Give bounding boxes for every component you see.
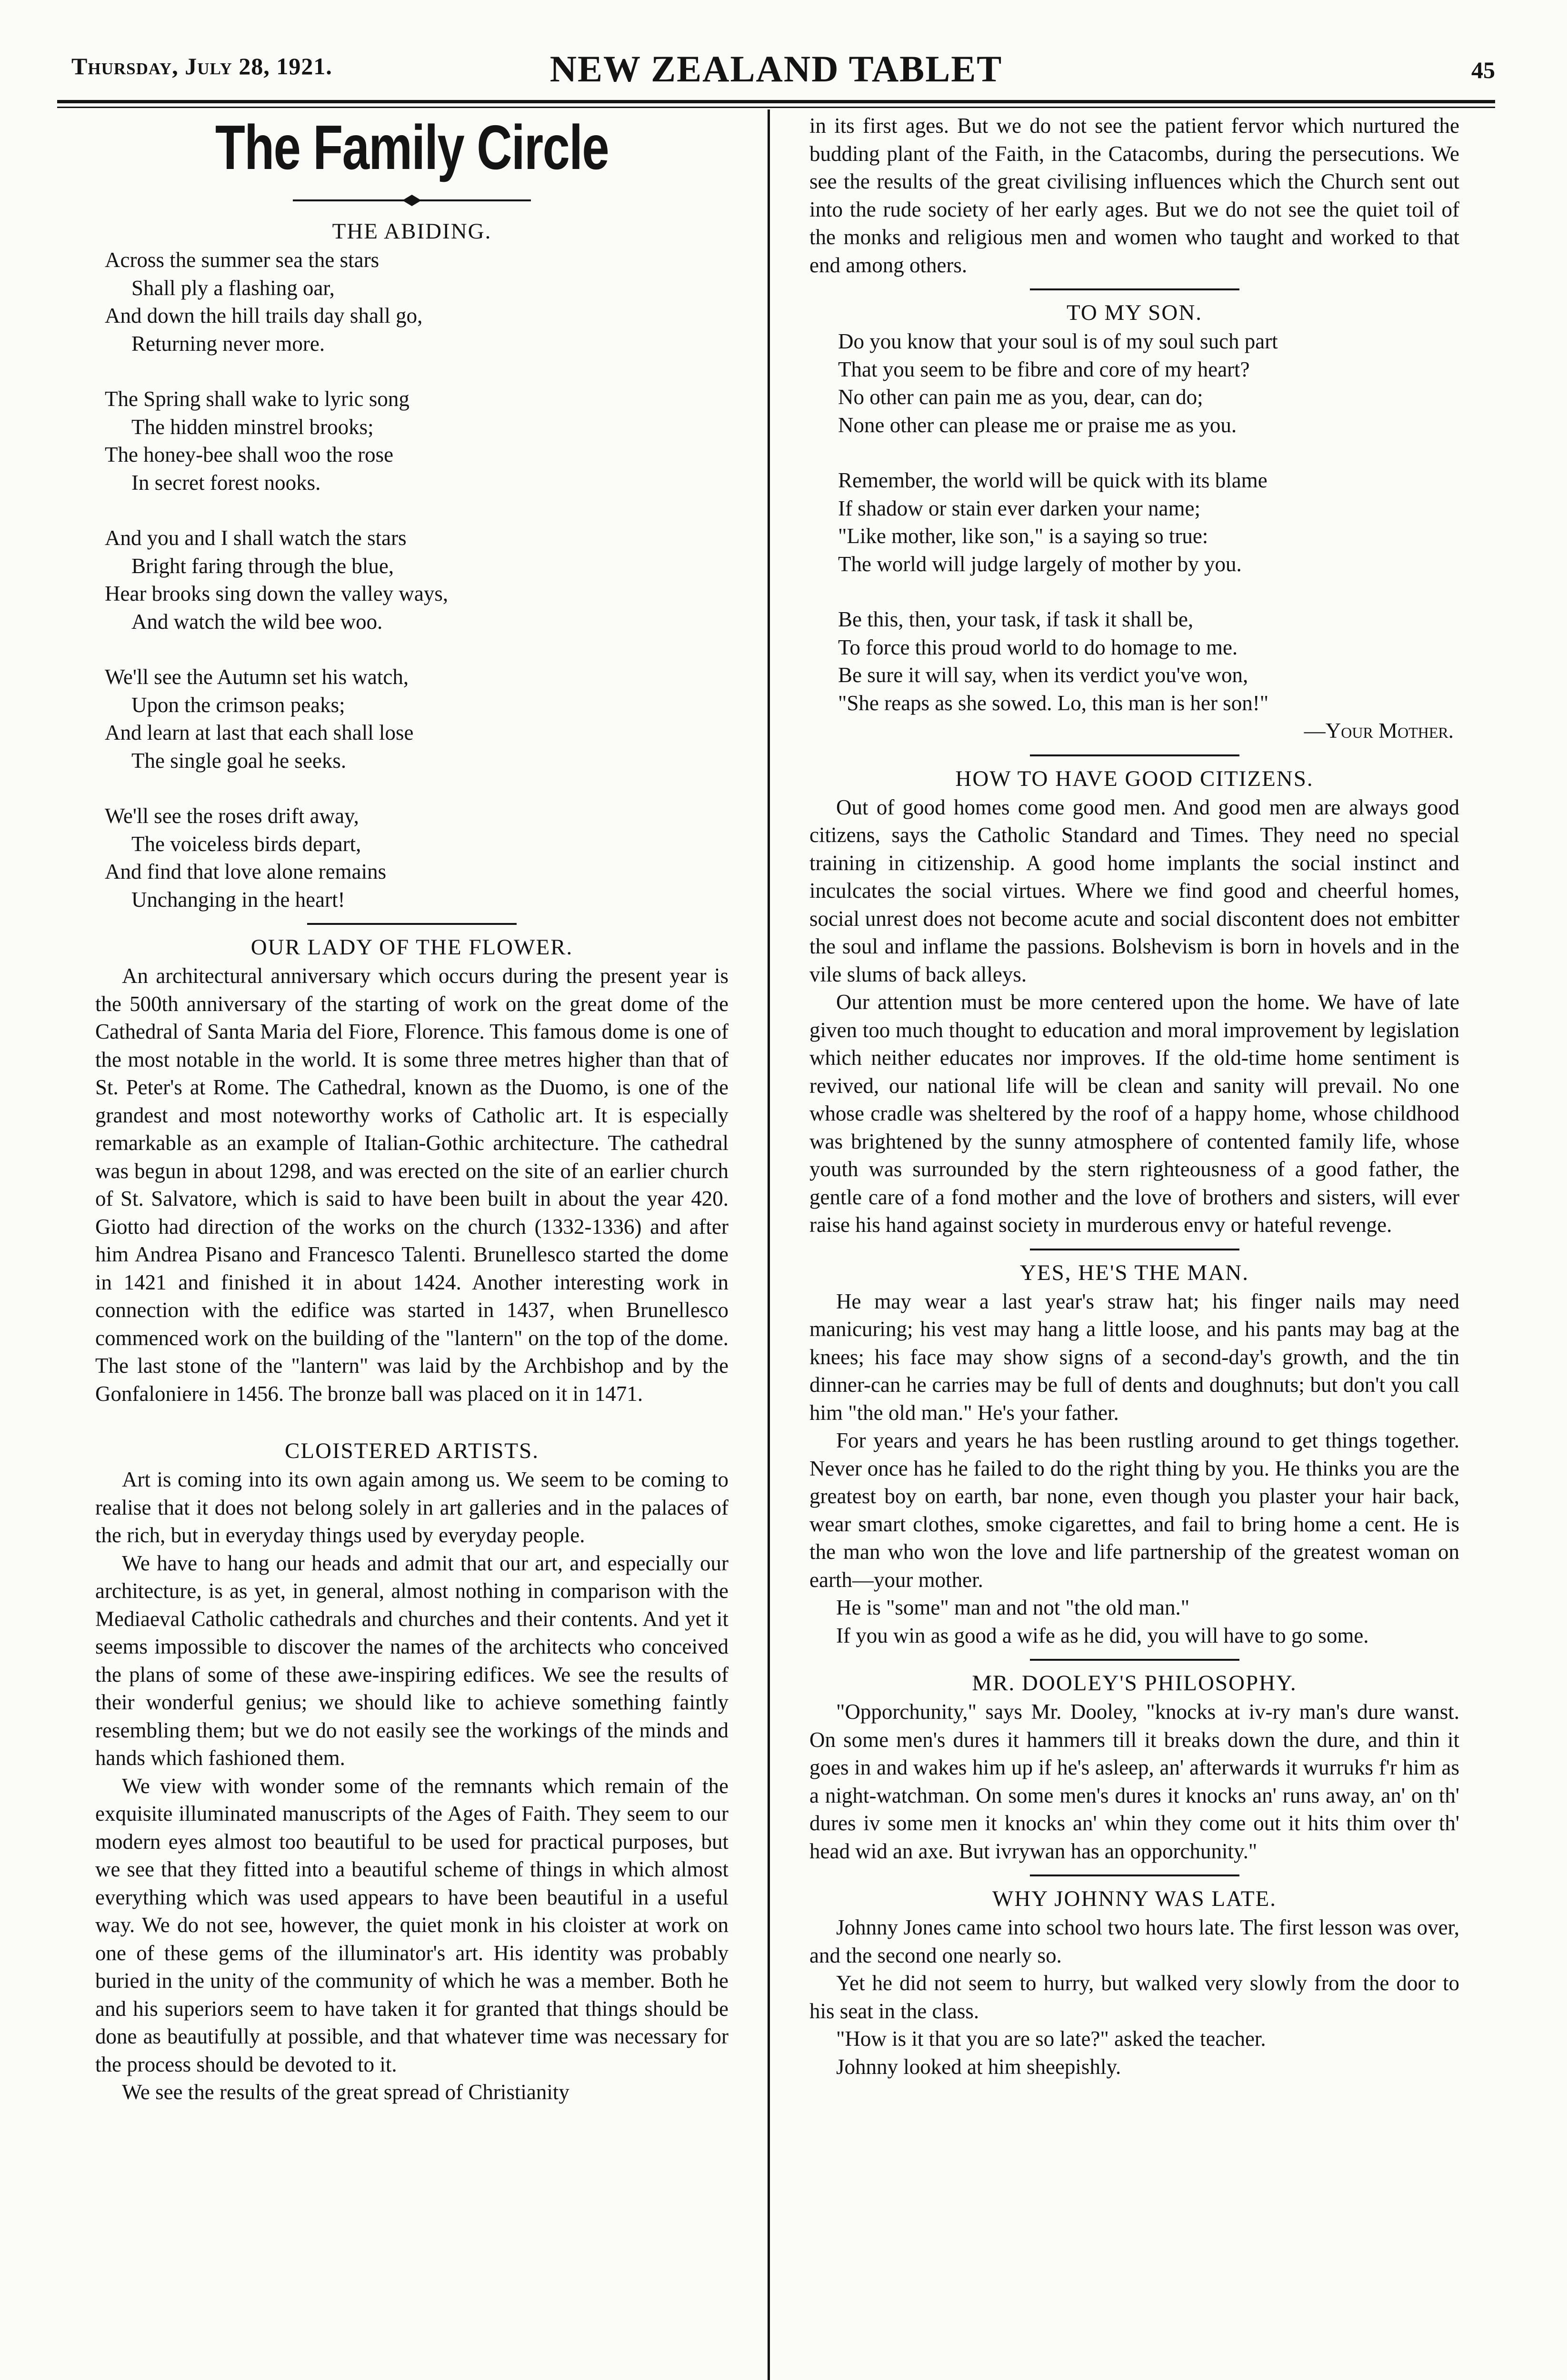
right-column — [809, 112, 1459, 2380]
section-divider — [1030, 754, 1239, 756]
poem-line: Be this, then, your task, if task it shall be, — [838, 607, 1194, 631]
poem-stanza — [838, 466, 1459, 578]
section-divider — [1030, 1874, 1239, 1876]
poem-line: We'll see the Autumn set his watch, — [105, 665, 409, 689]
poem-line: Remember, the world will be quick with its blame — [838, 468, 1268, 492]
header-rule-thick — [57, 100, 1495, 103]
article-paragraph: We view with wonder some of the remnants which remain of the exquisite illuminated manuscripts of the Ages of Faith. They seem to our modern eyes almost too beautiful to be used for practical purposes, but we see that they fitted into a beautiful scheme of things in which almost everything which was used appears to have been beautiful in a useful way. We do not see, however, the quiet monk in his cloister at work on one of these gems of the illuminator's art. His identity was probably buried in the unity of the community of which he was a member. Both he and his superiors seem to have taken it for granted that things should be done as beautifully at possible, and that whatever time was necessary for the process should be devoted to it. — [95, 1774, 729, 2076]
article-paragraph: He may wear a last year's straw hat; his finger nails may need manicuring; his vest may hang a little loose, and his pants may bag at the knees; his face may show signs of a second-day's growth, and the tin dinner-can he carries may be full of dents and doughnuts; but don't you call him "the old man." He's your father. — [809, 1289, 1459, 1425]
article-paragraph: For years and years he has been rustling around to get things together. Never once has he failed to do the right thing by you. He thinks you are the greatest boy on earth, bar none, even though you plaster your hair back, wear smart clothes, smoke cigarettes, and fail to bring home a cent. He is the man who won the love and life partnership of the greatest woman on earth—your mother. — [809, 1428, 1459, 1592]
article-the-abiding — [95, 217, 729, 913]
poem — [95, 246, 729, 913]
article-paragraph: We see the results of the great spread of Christianity — [122, 2080, 569, 2104]
poem-line: The Spring shall wake to lyric song — [105, 387, 409, 411]
article-why-johnny-was-late — [809, 1884, 1459, 2081]
poem-line: "Like mother, like son," is a saying so true: — [838, 524, 1208, 548]
publication-title: NEW ZEALAND TABLET — [549, 48, 1003, 89]
poem-line: Hear brooks sing down the valley ways, — [105, 582, 449, 605]
poem-line: Be sure it will say, when its verdict you've won, — [838, 663, 1248, 687]
article-title: OUR LADY OF THE FLOWER. — [250, 935, 573, 960]
article-title: MR. DOOLEY'S PHILOSOPHY. — [972, 1671, 1297, 1696]
poem-line: And learn at last that each shall lose — [105, 721, 414, 744]
poem-line: The hidden minstrel brooks; — [131, 415, 374, 439]
article-title: THE ABIDING. — [332, 219, 492, 244]
article-title: WHY JOHNNY WAS LATE. — [992, 1886, 1277, 1911]
poem-stanza — [105, 663, 729, 774]
poem-stanza — [105, 246, 729, 357]
article-paragraph: Our attention must be more centered upon the home. We have of late given too much thought to education and moral improvement by legislation which neither educates nor improves. If the old-time home sentiment is revived, our national life will be clean and sanity will prevail. No one whose cradle was sheltered by the roof of a happy home, whose childhood was brightened by the sunny atmosphere of contented family life, whose youth was surrounded by the stern righteousness of a good father, the gentle care of a fond mother and the love of brothers and sisters, will ever raise his hand against society in murderous envy or hateful revenge. — [809, 990, 1459, 1237]
poem-line: And you and I shall watch the stars — [105, 526, 407, 550]
poem-line: The voiceless birds depart, — [131, 832, 361, 856]
article-paragraph: An architectural anniversary which occurs during the present year is the 500th anniversary of the starting of work on the great dome of the Cathedral of Santa Maria del Fiore, Florence. This famous dome is one of the most notable in the world. It is some three metres higher than that of St. Peter's at Rome. The Cathedral, known as the Duomo, is one of the grandest and most noteworthy works of Catholic art. It is especially remarkable as an example of Italian-Gothic architecture. The cathedral was begun in about 1298, and was erected on the site of an earlier church of St. Salvatore, which is said to have been built in about the year 420. Giotto had direction of the works on the church (1332-1336) and after him Andrea Pisano and Francesco Talenti. Brunellesco started the dome in 1421 and finished it in about 1424. Another interesting work in connection with the edifice was started in 1437, when Brunellesco commenced work on the building of the "lantern" on the top of the dome. The last stone of the "lantern" was laid by the Archbishop and by the Gonfaloniere in 1456. The bronze ball was placed on it in 1471. — [95, 964, 729, 1406]
poem-stanza — [838, 327, 1459, 439]
spacer — [95, 1408, 729, 1436]
article-title: HOW TO HAVE GOOD CITIZENS. — [955, 766, 1314, 791]
poem-line: Unchanging in the heart! — [131, 887, 345, 912]
article-cloistered-artists — [95, 1436, 729, 2106]
poem-stanza — [105, 802, 729, 913]
poem-line: And watch the wild bee woo. — [131, 609, 383, 634]
section-divider — [1030, 1249, 1239, 1250]
article-to-my-son — [809, 298, 1459, 745]
page-number: 45 — [1471, 57, 1495, 83]
poem-line: None other can please me or praise me as you. — [838, 413, 1237, 437]
article-yes-hes-the-man — [809, 1258, 1459, 1650]
poem-stanza — [105, 385, 729, 496]
article-paragraph: "Opporchunity," says Mr. Dooley, "knocks at iv-ry man's dure wanst. On some men's dures it hammers till it breaks down the dure, and thin it goes in and wakes him up if he's asleep, an' afterwards it wurruks f'r him as a night-watchman. On some men's dures it knocks an' runs away, an' on th' dures iv some men it knocks an' whin they come out it hits thim over th' head wid an axe. But ivrywan has an opporchunity." — [809, 1700, 1459, 1863]
poem-line: Returning never more. — [131, 331, 325, 356]
poem-line: The single goal he seeks. — [131, 748, 347, 773]
article-paragraph: Johnny looked at him sheepishly. — [836, 2054, 1121, 2079]
poem-line: That you seem to be fibre and core of my heart? — [838, 357, 1250, 381]
article-continuation: in its first ages. But we do not see the patient fervor which nurtured the budding plant of the Faith, in the Catacombs, during the persecutions. We see the results of the great civilising influences which the Church sent out into the rude society of her early ages. But we do not see the quiet toil of the monks and religious men and women who taught and worked to that end among others. — [809, 114, 1459, 277]
article-paragraph: Out of good homes come good men. And good men are always good citizens, says the Catholic Standard and Times. They need no special training in citizenship. A good home implants the social instinct and inculcates the social virtues. Where we find good and cheerful homes, social unrest does not become acute and social discontent does not embitter the soul and inflame the passions. Bolshevism is born in hovels and in the vile slums of back alleys. — [809, 795, 1459, 986]
poem-line: And find that love alone remains — [105, 860, 387, 883]
poem-stanza — [838, 605, 1459, 717]
poem-line: Do you know that your soul is of my soul such part — [838, 329, 1278, 353]
poem-line: Upon the crimson peaks; — [131, 693, 345, 717]
poem-line: To force this proud world to do homage to me. — [838, 635, 1238, 659]
article-paragraph: We have to hang our heads and admit that our art, and especially our architecture, is as yet, in general, almost nothing in comparison with the Mediaeval Catholic cathedrals and churches and their contents. And yet it seems impossible to discover the names of the architects who conceived the plans of some of these awe-inspiring edifices. We see the results of their wonderful genius; we should like to achieve something faintly resembling them; but we do not easily see the workings of the minds and hands which fashioned them. — [95, 1551, 729, 1770]
issue-date: Thursday, July 28, 1921. — [71, 53, 332, 79]
ornament-divider-icon — [293, 195, 531, 206]
poem-line: If shadow or stain ever darken your name; — [838, 496, 1200, 520]
poem-line: Shall ply a flashing oar, — [131, 276, 335, 300]
article-good-citizens — [809, 764, 1459, 1239]
poem-signature: —Your Mother. — [1304, 719, 1454, 743]
article-paragraph: He is "some" man and not "the old man." — [836, 1596, 1190, 1619]
poem-line: "She reaps as she sowed. Lo, this man is her son!" — [838, 691, 1269, 715]
article-title: YES, HE'S THE MAN. — [1020, 1260, 1249, 1285]
page-header — [57, 48, 1495, 100]
poem-line: We'll see the roses drift away, — [105, 804, 359, 828]
poem-line: The world will judge largely of mother by you. — [838, 552, 1242, 576]
poem-line: In secret forest nooks. — [131, 470, 321, 495]
article-title: TO MY SON. — [1066, 300, 1203, 325]
poem-line: And down the hill trails day shall go, — [105, 304, 423, 327]
header-rule-thin — [57, 107, 1495, 108]
article-title: CLOISTERED ARTISTS. — [285, 1438, 539, 1463]
poem-line: Across the summer sea the stars — [105, 248, 379, 272]
left-column — [95, 112, 729, 2380]
article-paragraph: Johnny Jones came into school two hours late. The first lesson was over, and the second one nearly so. — [809, 1915, 1459, 1967]
poem-line: No other can pain me as you, dear, can do; — [838, 385, 1203, 409]
article-paragraph: Art is coming into its own again among us. We seem to be coming to realise that it does not belong solely in art galleries and in the palaces of the rich, but in everyday things used by everyday people. — [95, 1468, 729, 1547]
article-paragraph: If you win as good a wife as he did, you will have to go some. — [836, 1623, 1369, 1647]
article-our-lady-of-the-flower — [95, 932, 729, 1408]
article-paragraph: Yet he did not seem to hurry, but walked very slowly from the door to his seat in the class. — [809, 1971, 1459, 2023]
poem — [809, 327, 1459, 717]
poem-line: Bright faring through the blue, — [131, 554, 394, 578]
article-mr-dooleys-philosophy — [809, 1668, 1459, 1865]
article-paragraph: "How is it that you are so late?" asked the teacher. — [836, 2027, 1266, 2051]
section-masthead: The Family Circle — [215, 112, 609, 182]
column-divider — [768, 109, 770, 2380]
poem-stanza — [105, 524, 729, 635]
section-divider — [1030, 1659, 1239, 1661]
section-divider — [1030, 288, 1239, 290]
poem-line: The honey-bee shall woo the rose — [105, 443, 394, 466]
section-divider — [307, 923, 517, 925]
